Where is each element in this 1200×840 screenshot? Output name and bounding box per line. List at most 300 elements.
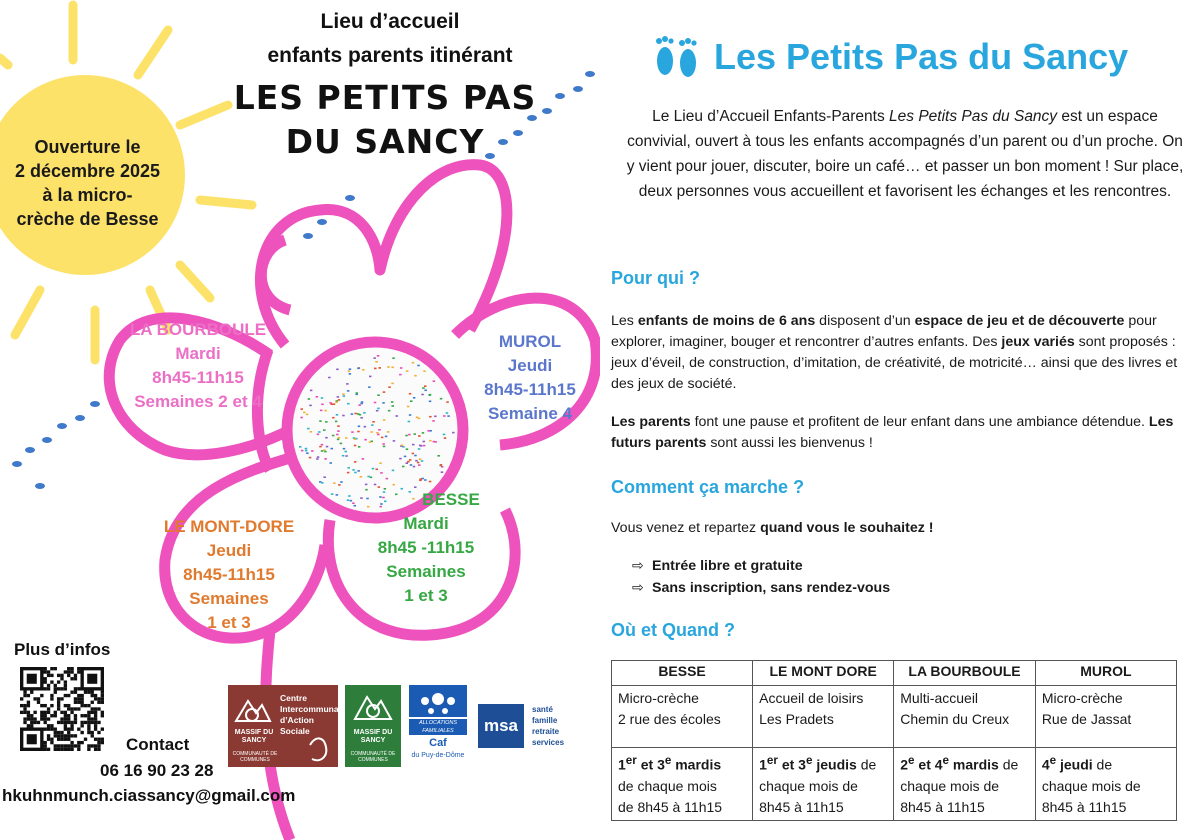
- qr-module: [70, 667, 73, 670]
- qr-module: [27, 717, 30, 720]
- qr-module: [44, 711, 47, 714]
- text: pour explorer, imaginer, bouger et rencontrer d’autres enfants. Des: [611, 313, 1157, 350]
- confetti-dot: [421, 394, 424, 396]
- confetti-dot: [377, 434, 380, 436]
- qr-module: [97, 707, 100, 710]
- qr-module: [91, 701, 94, 704]
- confetti-dot: [429, 481, 432, 483]
- qr-module: [97, 744, 100, 747]
- qr-module: [101, 691, 104, 694]
- qr-module: [91, 691, 94, 694]
- qr-module: [54, 731, 57, 734]
- confetti-dot: [363, 412, 366, 414]
- msa-line: retraite: [532, 727, 560, 736]
- info-page: [600, 0, 1200, 840]
- qr-module: [97, 738, 100, 741]
- qr-module: [50, 667, 53, 670]
- msa-line: santé: [532, 705, 553, 714]
- qr-module: [54, 711, 57, 714]
- qr-module: [77, 670, 80, 673]
- confetti-dot: [396, 415, 399, 417]
- confetti-dot: [401, 445, 404, 447]
- confetti-dot: [409, 393, 412, 395]
- place-type: Micro-crèche: [618, 690, 699, 706]
- confetti-dot: [338, 437, 341, 439]
- qr-module: [64, 680, 67, 683]
- qr-module: [64, 714, 67, 717]
- header-line-1: Lieu d’accueil: [320, 10, 460, 33]
- qr-module: [57, 697, 60, 700]
- sun-line: Ouverture le: [34, 137, 141, 157]
- column-header: LE MONT DORE: [753, 661, 894, 686]
- site-weeks: Semaine 4: [487, 404, 573, 423]
- qr-module: [67, 674, 70, 677]
- confetti-dot: [422, 387, 425, 389]
- intro-text: est un espace convivial, ouvert à tous les enfants accompagnés d’un parent ou d’un proche. On y vient pour jouer, discuter, boire un café… et passer un bon moment ! Sur place, deux personnes vous accueillent et favorisent les échanges et les rencontres.: [626, 108, 1184, 200]
- qr-module: [74, 721, 77, 724]
- text: font une pause et profitent de leur enfant dans une ambiance détendue.: [690, 414, 1149, 430]
- confetti-dot: [346, 383, 349, 385]
- confetti-dot: [352, 469, 355, 471]
- qr-module: [94, 738, 97, 741]
- confetti-dot: [319, 446, 322, 448]
- confetti-dot: [305, 450, 308, 452]
- confetti-dot: [408, 421, 411, 423]
- confetti-dot: [345, 455, 348, 457]
- when-rest: 8h45 à 11h15: [900, 798, 985, 815]
- confetti-dot: [446, 401, 449, 403]
- confetti-dot: [374, 402, 377, 404]
- when-rest: de chaque mois: [618, 777, 717, 794]
- qr-module: [27, 714, 30, 717]
- confetti-dot: [349, 373, 352, 375]
- confetti-dot: [415, 460, 418, 462]
- confetti-dot: [329, 402, 332, 404]
- qr-module: [70, 707, 73, 710]
- qr-module: [44, 687, 47, 690]
- qr-module: [47, 687, 50, 690]
- confetti-dot: [358, 404, 361, 406]
- when-rest: de: [1092, 756, 1113, 773]
- table-row-when: [612, 748, 1177, 821]
- qr-module: [50, 714, 53, 717]
- qr-module: [91, 744, 94, 747]
- confetti-dot: [343, 395, 346, 397]
- confetti-dot: [380, 472, 383, 474]
- qr-module: [64, 717, 67, 720]
- qr-module: [54, 687, 57, 690]
- place-address: Chemin du Creux: [900, 711, 1010, 727]
- qr-module: [60, 721, 63, 724]
- confetti-dot: [365, 484, 368, 486]
- confetti-dot: [333, 403, 336, 405]
- qr-module: [60, 748, 63, 751]
- arrow-right-icon: ⇨: [632, 558, 644, 574]
- confetti-dot: [418, 435, 421, 437]
- qr-module: [27, 711, 30, 714]
- confetti-dot: [354, 438, 357, 440]
- qr-module: [60, 734, 63, 737]
- qr-module: [94, 727, 97, 730]
- qr-module: [101, 711, 104, 714]
- qr-module: [60, 677, 63, 680]
- confetti-dot: [419, 445, 422, 447]
- qr-module: [57, 707, 60, 710]
- confetti-dot: [387, 431, 390, 433]
- place-address: Rue de Jassat: [1041, 711, 1132, 727]
- confetti-dot: [364, 439, 367, 441]
- qr-module: [40, 694, 43, 697]
- qr-module: [87, 714, 90, 717]
- qr-code[interactable]: [20, 667, 104, 751]
- confetti-dot: [370, 477, 373, 479]
- confetti-dot: [321, 450, 324, 452]
- site-hours: 8h45-11h15: [484, 380, 576, 399]
- confetti-dot: [409, 459, 412, 461]
- confetti-dot: [406, 370, 409, 372]
- intro-paragraph: [624, 104, 1186, 204]
- confetti-dot: [392, 470, 395, 472]
- when-day: jeudi: [1056, 756, 1093, 773]
- sun-line: crèche de Besse: [16, 209, 159, 229]
- confetti-dot: [391, 401, 394, 403]
- confetti-dot: [342, 415, 345, 417]
- confetti-dot: [423, 445, 426, 447]
- qr-module: [87, 711, 90, 714]
- confetti-dot: [331, 448, 334, 450]
- place-address: 2 rue des écoles: [618, 711, 721, 727]
- qr-module: [77, 701, 80, 704]
- qr-module: [67, 731, 70, 734]
- confetti-dot: [317, 434, 320, 436]
- table-cell: [894, 748, 1036, 821]
- qr-module: [57, 687, 60, 690]
- qr-module: [30, 724, 33, 727]
- when-day: mardis: [949, 756, 999, 773]
- qr-module: [60, 717, 63, 720]
- confetti-dot: [336, 434, 339, 436]
- qr-module: [70, 691, 73, 694]
- table-cell: [753, 686, 894, 748]
- confetti-dot: [379, 367, 382, 369]
- confetti-dot: [364, 426, 367, 428]
- qr-module: [77, 741, 80, 744]
- confetti-dot: [423, 370, 426, 372]
- table-cell: [894, 686, 1036, 748]
- qr-module: [60, 674, 63, 677]
- confetti-dot: [429, 416, 432, 418]
- qr-module: [74, 714, 77, 717]
- column-header: MUROL: [1035, 661, 1176, 686]
- confetti-dot: [354, 445, 357, 447]
- qr-module: [91, 711, 94, 714]
- confetti-dot: [407, 461, 410, 463]
- confetti-dot: [367, 476, 370, 478]
- qr-module: [67, 738, 70, 741]
- when-sup2: e: [805, 754, 813, 767]
- site-name: LA BOURBOULE: [129, 320, 267, 339]
- qr-module: [47, 670, 50, 673]
- qr-module: [87, 748, 90, 751]
- qr-module: [91, 717, 94, 720]
- place-type: Accueil de loisirs: [759, 690, 864, 706]
- qr-module: [94, 697, 97, 700]
- confetti-dot: [332, 417, 335, 419]
- qr-module: [44, 714, 47, 717]
- text: disposent d’un: [815, 313, 915, 329]
- confetti-dot: [347, 499, 350, 501]
- qr-module: [77, 707, 80, 710]
- qr-module: [67, 707, 70, 710]
- qr-module: [80, 694, 83, 697]
- confetti-dot: [323, 476, 326, 478]
- confetti-dot: [338, 484, 341, 486]
- confetti-dot: [301, 408, 304, 410]
- confetti-dot: [356, 392, 359, 394]
- column-header: LA BOURBOULE: [894, 661, 1036, 686]
- site-besse: [364, 488, 488, 608]
- confetti-dot: [308, 398, 311, 400]
- confetti-dot: [423, 441, 426, 443]
- qr-module: [80, 741, 83, 744]
- qr-module: [67, 748, 70, 751]
- qr-module: [47, 707, 50, 710]
- qr-module: [47, 674, 50, 677]
- massif-mountain-icon: [345, 685, 401, 725]
- confetti-dot: [335, 421, 338, 423]
- confetti-dot: [321, 482, 324, 484]
- site-hours: 8h45 -11h15: [377, 538, 475, 557]
- qr-module: [57, 721, 60, 724]
- qr-module: [74, 687, 77, 690]
- header-title-1: LES PETITS PAS: [233, 78, 537, 117]
- qr-module: [97, 721, 100, 724]
- qr-module: [80, 701, 83, 704]
- confetti-dot: [360, 476, 363, 478]
- confetti-dot: [348, 495, 351, 497]
- msa-mark: msa: [478, 704, 524, 748]
- confetti-dot: [360, 403, 363, 405]
- contact-email[interactable]: hkuhnmunch.ciassancy@gmail.com: [2, 786, 296, 805]
- qr-module: [67, 704, 70, 707]
- qr-module: [50, 704, 53, 707]
- confetti-dot: [318, 431, 321, 433]
- qr-module: [77, 727, 80, 730]
- qr-module: [80, 704, 83, 707]
- confetti-dot: [354, 505, 357, 507]
- opening-announcement: [5, 135, 170, 231]
- confetti-dot: [321, 404, 324, 406]
- confetti-dot: [340, 443, 343, 445]
- qr-module: [44, 717, 47, 720]
- qr-module: [94, 707, 97, 710]
- more-info-label: Plus d’infos: [14, 640, 111, 659]
- qr-module: [67, 667, 70, 670]
- confetti-dot: [330, 462, 333, 464]
- confetti-dot: [337, 396, 340, 398]
- qr-module: [70, 724, 73, 727]
- confetti-dot: [383, 419, 386, 421]
- confetti-dot: [337, 439, 340, 441]
- table-cell: [612, 686, 753, 748]
- logo-msa: [478, 704, 578, 750]
- qr-module: [44, 704, 47, 707]
- qr-module: [33, 711, 36, 714]
- qr-module: [77, 697, 80, 700]
- qr-module: [74, 674, 77, 677]
- qr-module: [64, 721, 67, 724]
- when-n1: 4: [1041, 756, 1050, 773]
- confetti-dot: [316, 396, 319, 398]
- confetti-dot: [352, 502, 355, 504]
- qr-module: [44, 670, 47, 673]
- confetti-dot: [419, 478, 422, 480]
- confetti-dot: [419, 458, 422, 460]
- confetti-dot: [393, 484, 396, 486]
- qr-module: [37, 697, 40, 700]
- confetti-dot: [375, 361, 378, 363]
- confetti-dot: [382, 402, 385, 404]
- qr-module: [67, 721, 70, 724]
- qr-module: [54, 744, 57, 747]
- confetti-dot: [347, 472, 350, 474]
- bullet-text: Entrée libre et gratuite: [652, 558, 803, 574]
- footprints-icon: [652, 35, 702, 79]
- qr-module: [50, 741, 53, 744]
- qr-module: [70, 748, 73, 751]
- qr-module: [37, 721, 40, 724]
- confetti-dot: [306, 452, 309, 454]
- confetti-dot: [331, 493, 334, 495]
- when-day: mardis: [671, 756, 722, 773]
- qr-module: [67, 734, 70, 737]
- qr-module: [44, 741, 47, 744]
- caf-line: FAMILIALES: [422, 728, 454, 734]
- qr-module: [44, 680, 47, 683]
- qr-module: [54, 727, 57, 730]
- confetti-dot: [336, 494, 339, 496]
- confetti-dot: [321, 444, 324, 446]
- pour-qui-paragraph-2: [611, 412, 1181, 454]
- qr-module: [40, 717, 43, 720]
- place-address: Les Pradets: [759, 711, 834, 727]
- qr-module: [60, 744, 63, 747]
- qr-module: [44, 744, 47, 747]
- qr-module: [87, 724, 90, 727]
- qr-module: [91, 721, 94, 724]
- qr-module: [77, 694, 80, 697]
- confetti-dot: [332, 435, 335, 437]
- site-weeks-values: 1 et 3: [207, 613, 251, 632]
- confetti-dot: [409, 414, 412, 416]
- qr-module: [44, 667, 47, 670]
- site-weeks: Semaines 2 et 4: [134, 392, 262, 411]
- qr-module: [50, 697, 53, 700]
- qr-module: [47, 738, 50, 741]
- qr-module: [37, 701, 40, 704]
- confetti-dot: [391, 367, 394, 369]
- qr-module: [44, 677, 47, 680]
- confetti-dot: [317, 456, 320, 458]
- qr-module: [97, 731, 100, 734]
- qr-module: [57, 748, 60, 751]
- comment-paragraph: [611, 518, 1181, 539]
- confetti-dot: [433, 380, 436, 382]
- confetti-dot: [371, 424, 374, 426]
- msa-text: [532, 704, 564, 748]
- qr-module: [47, 748, 50, 751]
- confetti-dot: [372, 468, 375, 470]
- site-weeks: Semaines: [386, 562, 466, 581]
- qr-module: [23, 707, 26, 710]
- when-rest: de: [856, 756, 877, 773]
- qr-module: [67, 670, 70, 673]
- qr-module: [84, 704, 87, 707]
- confetti-dot: [424, 385, 427, 387]
- confetti-dot: [412, 362, 415, 364]
- qr-module: [94, 748, 97, 751]
- confetti-dot: [417, 365, 420, 367]
- logo-caf: [407, 685, 469, 767]
- confetti-dot: [300, 417, 303, 419]
- when-rest: chaque mois de: [900, 777, 1000, 794]
- confetti-dot: [404, 456, 407, 458]
- confetti-dot: [414, 433, 417, 435]
- site-weeks-values: 1 et 3: [404, 586, 448, 605]
- text: Vous venez et repartez: [611, 520, 761, 536]
- page-title: Les Petits Pas du Sancy: [714, 36, 1129, 77]
- qr-module: [57, 704, 60, 707]
- qr-module: [101, 741, 104, 744]
- qr-module: [74, 744, 77, 747]
- qr-module: [67, 714, 70, 717]
- confetti-dot: [342, 455, 345, 457]
- qr-module: [54, 691, 57, 694]
- header-line-2: enfants parents itinérant: [267, 44, 513, 67]
- qr-module: [57, 731, 60, 734]
- confetti-dot: [432, 420, 435, 422]
- caf-family-icon: [407, 685, 469, 717]
- qr-module: [70, 741, 73, 744]
- confetti-dot: [335, 401, 338, 403]
- confetti-dot: [328, 377, 331, 379]
- qr-module: [54, 684, 57, 687]
- qr-module: [47, 711, 50, 714]
- qr-module: [60, 731, 63, 734]
- site-la-bourboule: [118, 318, 278, 414]
- qr-module: [87, 731, 90, 734]
- logo-massif-du-sancy: [345, 685, 401, 767]
- confetti-dot: [441, 466, 444, 468]
- confetti-dot: [408, 434, 411, 436]
- when-n2: 3: [657, 756, 665, 773]
- confetti-dot: [362, 369, 365, 371]
- qr-module: [87, 691, 90, 694]
- qr-module: [23, 721, 26, 724]
- confetti-dot: [387, 366, 390, 368]
- confetti-dot: [325, 437, 328, 439]
- bold-text: Les parents: [611, 414, 691, 430]
- qr-module: [33, 721, 36, 724]
- qr-module: [40, 711, 43, 714]
- qr-module: [97, 697, 100, 700]
- confetti-dot: [429, 401, 432, 403]
- qr-module: [101, 697, 104, 700]
- qr-module: [54, 667, 57, 670]
- confetti-dot: [299, 446, 302, 448]
- qr-module: [60, 738, 63, 741]
- contact-phone[interactable]: 06 16 90 23 28: [100, 761, 214, 780]
